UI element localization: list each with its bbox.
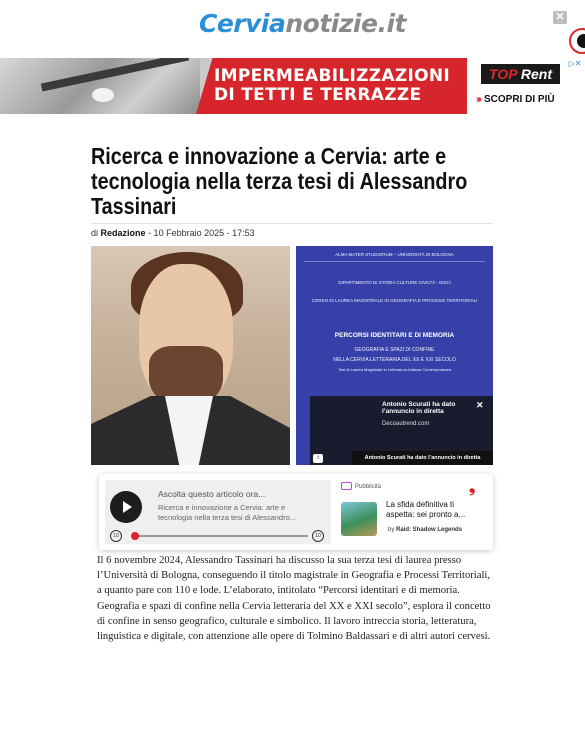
video-ad-overlay[interactable]	[310, 396, 493, 465]
banner-ad[interactable]	[0, 58, 585, 114]
site-logo[interactable]	[199, 9, 406, 38]
thesis-department: DIPARTIMENTO DI STORIA CULTURE CIVILTÀ - DiSCi	[338, 280, 451, 285]
sponsored-brand-icon: ❟	[469, 479, 476, 496]
video-ad-title: Antonio Scurati ha dato l’annuncio in diretta	[382, 401, 456, 415]
banner-headline-line1: IMPERMEABILIZZAZIONI	[214, 66, 450, 86]
video-ad-url: Decoautrend.com	[382, 421, 430, 427]
banner-ad-headline	[214, 67, 450, 105]
banner-headline-line2: DI TETTI E TERRAZZE	[214, 85, 422, 105]
thesis-university: ALMA MATER STUDIORUM – UNIVERSITÀ DI BOLOGNA	[335, 252, 454, 257]
thesis-title: PERCORSI IDENTITARI E DI MEMORIA	[334, 332, 455, 339]
sponsored-label: Pubblicità	[355, 484, 382, 490]
cta-arrows-icon: ›››	[476, 94, 480, 105]
thesis-course: CORSO DI LAUREA MAGISTRALE IN GEOGRAFIA E PROCESSI TERRITORIALI	[311, 298, 478, 303]
audio-progress-knob[interactable]	[131, 532, 139, 540]
thesis-rule	[304, 261, 485, 262]
close-ad-icon[interactable]: ✕	[553, 11, 567, 24]
sponsored-thumbnail[interactable]	[341, 502, 377, 536]
rewind-10-icon[interactable]: 10	[110, 530, 122, 542]
thesis-subtitle1: GEOGRAFIA E SPAZI DI CONFINE	[354, 347, 435, 353]
article-title: Ricerca e innovazione a Cervia: arte e tecnologia nella terza tesi di Alessandro Tassinari	[91, 143, 468, 219]
site-header	[0, 0, 585, 58]
audio-player-card	[99, 474, 493, 550]
article-body: Il 6 novembre 2024, Alessandro Tassinari ha discusso la sua terza tesi di laurea presso l’Università di Bologna, conseguendo il titolo magistrale in Geografia e Processi Territoriali, a quanto pare con 110 e lode. L’elaborato, intitolato “Percorsi identitari e di memoria. Geografia e spazi di confine nella Cervia letteraria del XX e XXI secolo”, esplora il concetto di confine in senso geografico, culturale e simbolico. Il lavoro intreccia storia, letteratura, linguistica e digitale, con attenzione alle opere di Tolmino Baldassari e di altri autori cervesi.	[97, 555, 491, 643]
banner-ad-photo	[0, 58, 200, 114]
byline-prefix: di	[91, 228, 99, 238]
logo-part-notizie: notizie.it	[285, 9, 406, 38]
logo-part-cervia: Cervia	[199, 9, 286, 38]
sponsored-content[interactable]	[339, 480, 489, 544]
sponsored-tag-icon	[341, 482, 352, 490]
sponsored-headline[interactable]: La sfida definitiva ti aspetta: sei pronto a...	[386, 500, 466, 519]
thesis-subtitle2: NELLA CERVIA LETTERARIA DEL XX E XXI SECOLO	[333, 357, 456, 363]
author-portrait	[91, 246, 290, 465]
adchoices-icon[interactable]: ▷✕	[565, 58, 585, 69]
toprent-logo-rent: Rent	[520, 66, 553, 82]
sponsored-by-prefix: by	[388, 527, 395, 533]
toprent-logo-top: TOP	[489, 66, 518, 82]
banner-cta-label: SCOPRI DI PIÙ	[484, 94, 555, 105]
title-divider	[91, 223, 493, 224]
video-ad-info-icon[interactable]: i	[313, 454, 323, 463]
sponsored-byline	[388, 527, 462, 533]
toprent-logo	[481, 64, 560, 84]
audio-play-button[interactable]	[110, 491, 142, 523]
video-ad-close-icon[interactable]: ✕	[476, 400, 484, 410]
video-ad-caption: Antonio Scurati ha dato l’annuncio in diretta	[352, 451, 493, 465]
play-video-icon[interactable]	[569, 28, 585, 54]
audio-player	[105, 480, 331, 544]
audio-subtitle: Ricerca e innovazione a Cervia: arte e tecnologia nella terza tesi di Alessandro...	[158, 503, 296, 522]
audio-progress-track[interactable]	[132, 535, 308, 537]
sponsored-by-name: Raid: Shadow Legends	[396, 527, 463, 533]
banner-cta-button[interactable]	[476, 94, 555, 105]
byline-date: - 10 Febbraio 2025 - 17:53	[148, 228, 255, 238]
article-byline	[91, 228, 255, 238]
forward-10-icon[interactable]: 10	[312, 530, 324, 542]
thesis-type: Tesi di Laurea Magistrale in Letteratura Italiana Contemporanea	[338, 367, 451, 372]
byline-author-link[interactable]: Redazione	[100, 228, 146, 238]
audio-prompt: Ascolta questo articolo ora...	[158, 489, 266, 499]
